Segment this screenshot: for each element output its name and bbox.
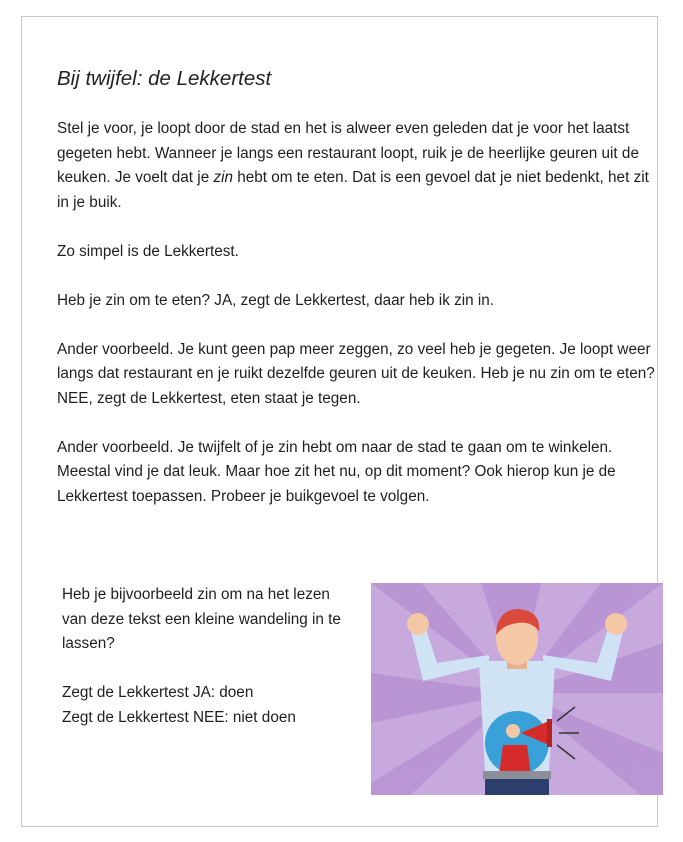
paragraph-1	[57, 117, 657, 215]
side-no-line: Zegt de Lekkertest NEE: niet doen	[62, 708, 296, 726]
side-question: Heb je bijvoorbeeld zin om na het lezen van deze tekst een kleine wandeling in te lassen?	[62, 586, 341, 652]
document-title: Bij twijfel: de Lekkertest	[57, 67, 272, 90]
paragraph-2: Zo simpel is de Lekkertest.	[57, 242, 239, 260]
paragraph-5: Ander voorbeeld. Je twijfelt of je zin hebt om naar de stad te gaan om te winkelen. Meestal vind je dat leuk. Maar hoe zit het nu, op dit moment? Ook hierop kun je de Lekkertest toepassen. Probeer je buikgevoel te volgen.	[57, 438, 616, 505]
paragraph-3: Heb je zin om te eten? JA, zegt de Lekkertest, daar heb ik zin in.	[57, 291, 495, 309]
side-answers	[62, 681, 352, 730]
paragraph-1-end: hebt om te eten. Dat is een gevoel dat je niet bedenkt, het zit in je buik.	[57, 169, 649, 211]
document-body	[57, 117, 657, 534]
side-yes-line: Zegt de Lekkertest JA: doen	[62, 684, 254, 701]
paragraph-4-line-2: NEE, zegt de Lekkertest, eten staat je tegen.	[57, 389, 361, 407]
document-page	[21, 16, 658, 827]
paragraph-4	[57, 338, 657, 412]
paragraph-4-line-1: Ander voorbeeld. Je kunt geen pap meer zeggen, zo veel heb je gegeten. Je loopt weer langs dat restaurant en je ruikt dezelfde geuren uit de keuken. Heb je nu zin om te eten?	[57, 340, 655, 382]
side-text-block	[62, 583, 352, 755]
paragraph-1-start: Stel je voor, je loopt door de stad en het is alweer even geleden dat je voor het laatst gegeten hebt. Wanneer je langs een restaurant loopt, ruik je de heerlijke geuren uit de keuken. Je voelt dat je	[57, 120, 639, 186]
paragraph-1-italic-word: zin	[213, 169, 234, 186]
man-with-megaphone-inside-icon	[371, 583, 663, 795]
